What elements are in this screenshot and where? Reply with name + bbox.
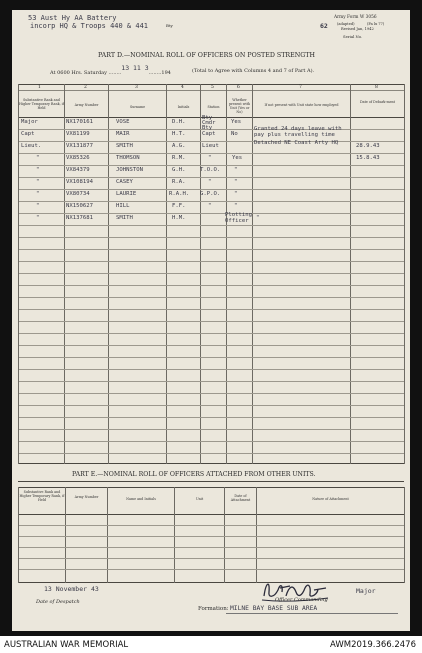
e-col-header-unit: Unit [195, 497, 204, 501]
row-1-surname: VOSE [116, 119, 130, 125]
row-1-rank: Major [21, 119, 38, 125]
row-2-initials: H.T. [172, 131, 186, 137]
col-number-8: 8 [375, 85, 378, 90]
row-6-rank: " [36, 179, 40, 185]
row-8-rank: " [36, 203, 40, 209]
row-2-army-number: VX81199 [66, 131, 90, 137]
serial-no-label: Serial No. [343, 34, 363, 39]
col-number-4: 4 [181, 85, 184, 90]
col-number-7: 7 [299, 85, 302, 90]
bty-suffix: Bty [166, 23, 173, 28]
row-3-rank: Lieut. [21, 143, 42, 149]
row-4-rank: " [36, 155, 40, 161]
form-sub: (adapted) [337, 22, 355, 26]
row-1-army-number: NX170161 [66, 119, 93, 125]
archive-accession: AWM2019.366.2476 [330, 640, 416, 650]
part-e-title: PART E.—NOMINAL ROLL OF OFFICERS ATTACHED FROM OTHER UNITS. [72, 471, 316, 478]
row-3-surname: SMITH [116, 143, 133, 149]
row-4-army-number: VX85326 [66, 155, 90, 161]
row-6-present: " [234, 179, 238, 185]
roll-date-typed: 13 11 3 [121, 64, 149, 72]
row-2-station: Bty Capt [202, 125, 216, 137]
document-page [12, 10, 410, 631]
row-9-army-number: NX137681 [66, 215, 93, 221]
row-4-initials: R.M. [172, 155, 186, 161]
row-7-surname: LAURIE [116, 191, 137, 197]
row-8-army-number: NX150627 [66, 203, 93, 209]
col-number-6: 6 [237, 85, 240, 90]
row-6-initials: R.A. [172, 179, 186, 185]
row-4-present: Yes [232, 155, 243, 161]
row-9-present: " [256, 215, 260, 221]
row-7-rank: " [36, 191, 40, 197]
total-note: (Total to Agree with Columns 4 and 7 of Part A). [192, 68, 315, 74]
row-8-surname: HILL [116, 203, 130, 209]
row-5-present: " [234, 167, 238, 173]
row-7-army-number: VX80734 [66, 191, 90, 197]
row-5-surname: JOHNSTON [116, 167, 143, 173]
col-header-initials: Initials [177, 105, 190, 109]
row-6-station: " [208, 179, 212, 185]
row-2-surname: MAIR [116, 131, 130, 137]
despatch-label: Date of Despatch [36, 599, 80, 605]
formation-label: Formation: [198, 606, 229, 612]
form-edition: Revised Jan, 1942 [341, 27, 374, 31]
row-9-initials: H.M. [172, 215, 186, 221]
row-8-initials: F.F. [172, 203, 186, 209]
row-5-initials: G.H. [172, 167, 186, 173]
e-col-header-rank: Substantive Rank and Higher Temporary Rank, if Held [19, 490, 65, 502]
col-number-1: 1 [38, 85, 41, 90]
row-3-initials: A.G. [172, 143, 186, 149]
row-9-surname: SMITH [116, 215, 133, 221]
row-7-initials: R.A.H. [169, 191, 190, 197]
e-col-header-name: Name and Initials [126, 497, 156, 501]
row-1-present: Yes [231, 119, 242, 125]
row-5-station: T.O.O. [200, 167, 221, 173]
unit-line-2: incorp HQ & Troops 440 & 441 [30, 22, 149, 30]
row-8-present: " [234, 203, 238, 209]
row-3-date: 28.9.43 [356, 143, 380, 149]
signatory-rank: Major [356, 587, 376, 595]
form-code: (Fa lx 77) [367, 22, 385, 26]
col-header-rank: Substantive Rank and Higher Temporary Rank, if Held [19, 98, 64, 110]
row-5-army-number: VX84379 [66, 167, 90, 173]
row-6-army-number: VX108194 [66, 179, 93, 185]
col-header-present: Whether present with Unit (Yes or No) [228, 98, 251, 114]
row-3-station: Lieut [202, 143, 219, 149]
row-2-employed: Granted 24 days leave with pay plus travelling time [254, 126, 342, 138]
row-4-surname: THOMSON [116, 155, 140, 161]
col-header-debark: Date of Debark-ment [359, 100, 395, 104]
despatch-date: 13 November 43 [44, 585, 99, 593]
part-d-title: PART D.—NOMINAL ROLL OF OFFICERS ON POSTED STRENGTH [98, 52, 315, 59]
col-number-2: 2 [84, 85, 87, 90]
row-7-station: G.P.O. [200, 191, 221, 197]
row-8-station: " [208, 203, 212, 209]
col-header-army-number: Army Number [74, 103, 99, 107]
row-5-rank: " [36, 167, 40, 173]
row-1-station: Bty Cmdr [202, 115, 216, 126]
col-number-3: 3 [135, 85, 138, 90]
row-2-present: No [231, 131, 238, 137]
row-3-army-number: VX131877 [66, 143, 93, 149]
row-2-rank: Capt [21, 131, 35, 137]
officer-commanding-label: Officer Commanding [275, 597, 328, 603]
at-hours-label: At 0600 Hrs. Saturday ........13 11 3........194 [50, 64, 171, 76]
col-header-employed: If not present with Unit state how employed [264, 103, 339, 107]
e-col-header-date: Date of Attachment [230, 494, 251, 502]
archive-footer [0, 638, 422, 653]
row-9-station: Plotting Officer [225, 212, 252, 224]
form-number: Army Form W 3056 [334, 15, 377, 20]
unit-line-1: 53 Aust Hy AA Battery [28, 14, 117, 22]
formation-value: MILNE BAY BASE SUB AREA [230, 605, 318, 612]
col-header-surname: Surname [129, 105, 146, 109]
col-header-station: Station [207, 105, 220, 109]
row-4-date: 15.8.43 [356, 155, 380, 161]
serial-number-typed: 62 [320, 22, 328, 30]
e-col-header-army-number: Army Number [74, 495, 99, 499]
col-number-5: 5 [211, 85, 214, 90]
e-col-header-nature: Nature of Attachment [312, 497, 349, 501]
archive-name: AUSTRALIAN WAR MEMORIAL [4, 640, 129, 650]
row-4-station: " [208, 155, 212, 161]
row-3-employed: Detached NE Coast Arty HQ [254, 140, 339, 146]
row-9-rank: " [36, 215, 40, 221]
row-7-present: " [234, 191, 238, 197]
row-6-surname: CASEY [116, 179, 133, 185]
row-1-initials: D.H. [172, 119, 186, 125]
